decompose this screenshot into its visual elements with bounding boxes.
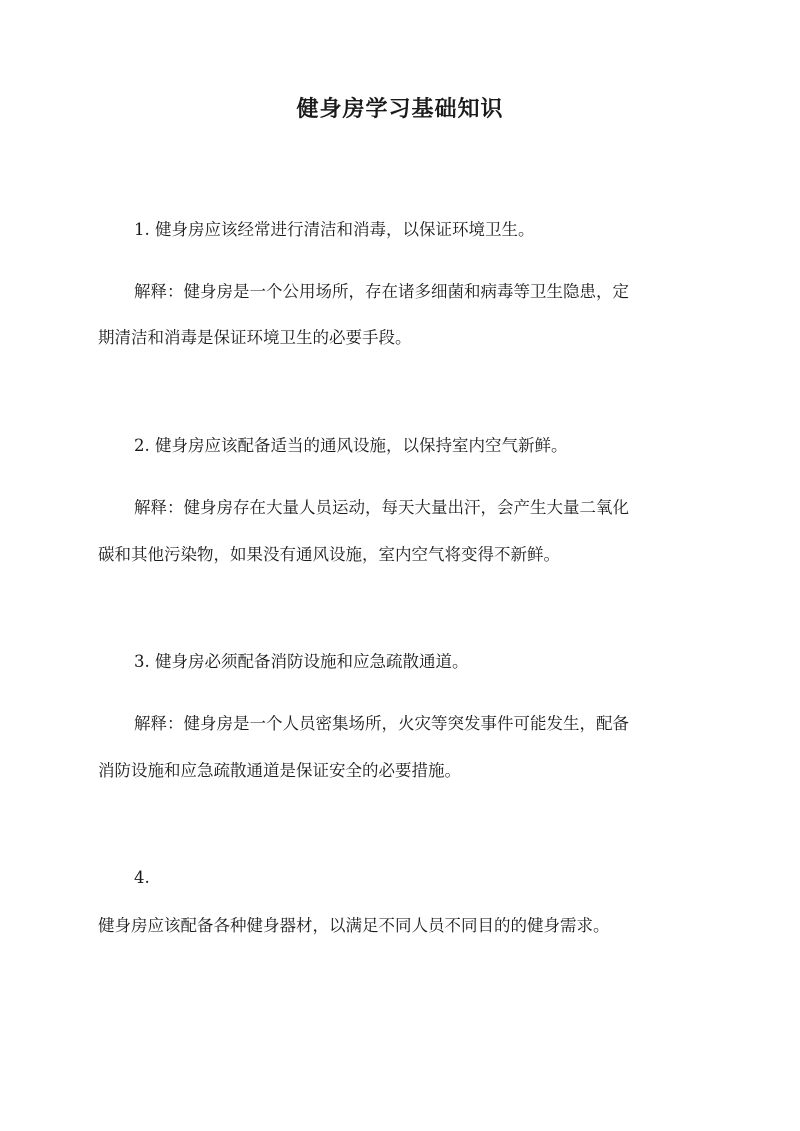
item-1-text: 1. 健身房应该经常进行清洁和消毒，以保证环境卫生。 [134, 220, 535, 239]
item-2-explanation-line-1: 解释：健身房存在大量人员运动，每天大量出汗，会产生大量二氧化 [134, 498, 629, 517]
item-2-explanation-line-2: 碳和其他污染物，如果没有通风设施，室内空气将变得不新鲜。 [98, 545, 560, 564]
item-4-text: 健身房应该配备各种健身器材，以满足不同人员不同目的的健身需求。 [98, 916, 610, 935]
item-1-explanation-line-1: 解释：健身房是一个公用场所，存在诸多细菌和病毒等卫生隐患，定 [134, 282, 629, 301]
item-3-explanation-line-2: 消防设施和应急疏散通道是保证安全的必要措施。 [98, 761, 461, 780]
item-2-text: 2. 健身房应该配备适当的通风设施，以保持室内空气新鲜。 [134, 436, 568, 455]
item-4-number: 4. [134, 868, 150, 887]
page-title: 健身房学习基础知识 [296, 96, 504, 122]
item-3-explanation-line-1: 解释：健身房是一个人员密集场所，火灾等突发事件可能发生，配备 [134, 714, 629, 733]
item-3-text: 3. 健身房必须配备消防设施和应急疏散通道。 [134, 652, 469, 671]
item-1-explanation-line-2: 期清洁和消毒是保证环境卫生的必要手段。 [98, 328, 412, 347]
